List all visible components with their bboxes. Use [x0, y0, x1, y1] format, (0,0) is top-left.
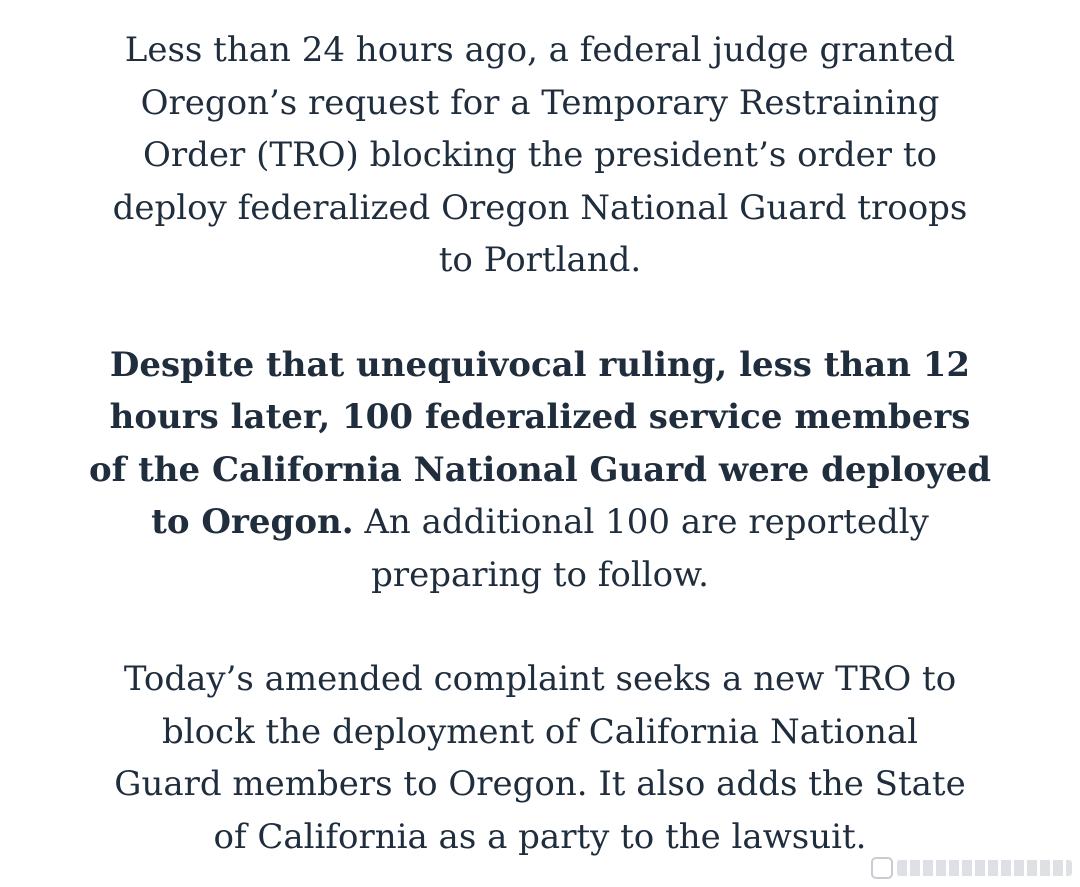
text-line-bold: Despite that unequivocal ruling, less than 12	[109, 344, 971, 385]
text-line: block the deployment of California National	[161, 711, 919, 752]
platform-logo-icon	[871, 857, 893, 879]
text-line: of California as a party to the lawsuit.	[213, 816, 867, 857]
watermark	[871, 857, 1072, 879]
text-line-bold: hours later, 100 federalized service members	[109, 397, 971, 437]
text-segment-regular: An additional 100 are reportedly	[353, 502, 929, 542]
watermark-handle	[897, 860, 1072, 876]
text-line-bold: of the California National Guard were deployed	[88, 449, 992, 490]
text-line: Oregon’s request for a Temporary Restraining	[140, 82, 940, 123]
text-line: preparing to follow.	[371, 554, 709, 595]
statement-body	[60, 24, 1020, 863]
paragraph-tro-granted	[60, 24, 1020, 287]
text-line: Guard members to Oregon. It also adds the State	[114, 764, 966, 804]
text-line: Less than 24 hours ago, a federal judge granted	[124, 30, 956, 70]
paragraph-amended-complaint	[60, 653, 1020, 863]
paragraph-california-deployment	[60, 339, 1020, 602]
text-line-mixed	[60, 496, 1020, 549]
text-line: Order (TRO) blocking the president’s order to	[143, 135, 937, 175]
text-segment-bold: to Oregon.	[151, 502, 354, 542]
text-line: to Portland.	[438, 240, 642, 280]
text-line: deploy federalized Oregon National Guard troops	[112, 187, 968, 228]
text-line: Today’s amended complaint seeks a new TRO to	[123, 659, 957, 699]
